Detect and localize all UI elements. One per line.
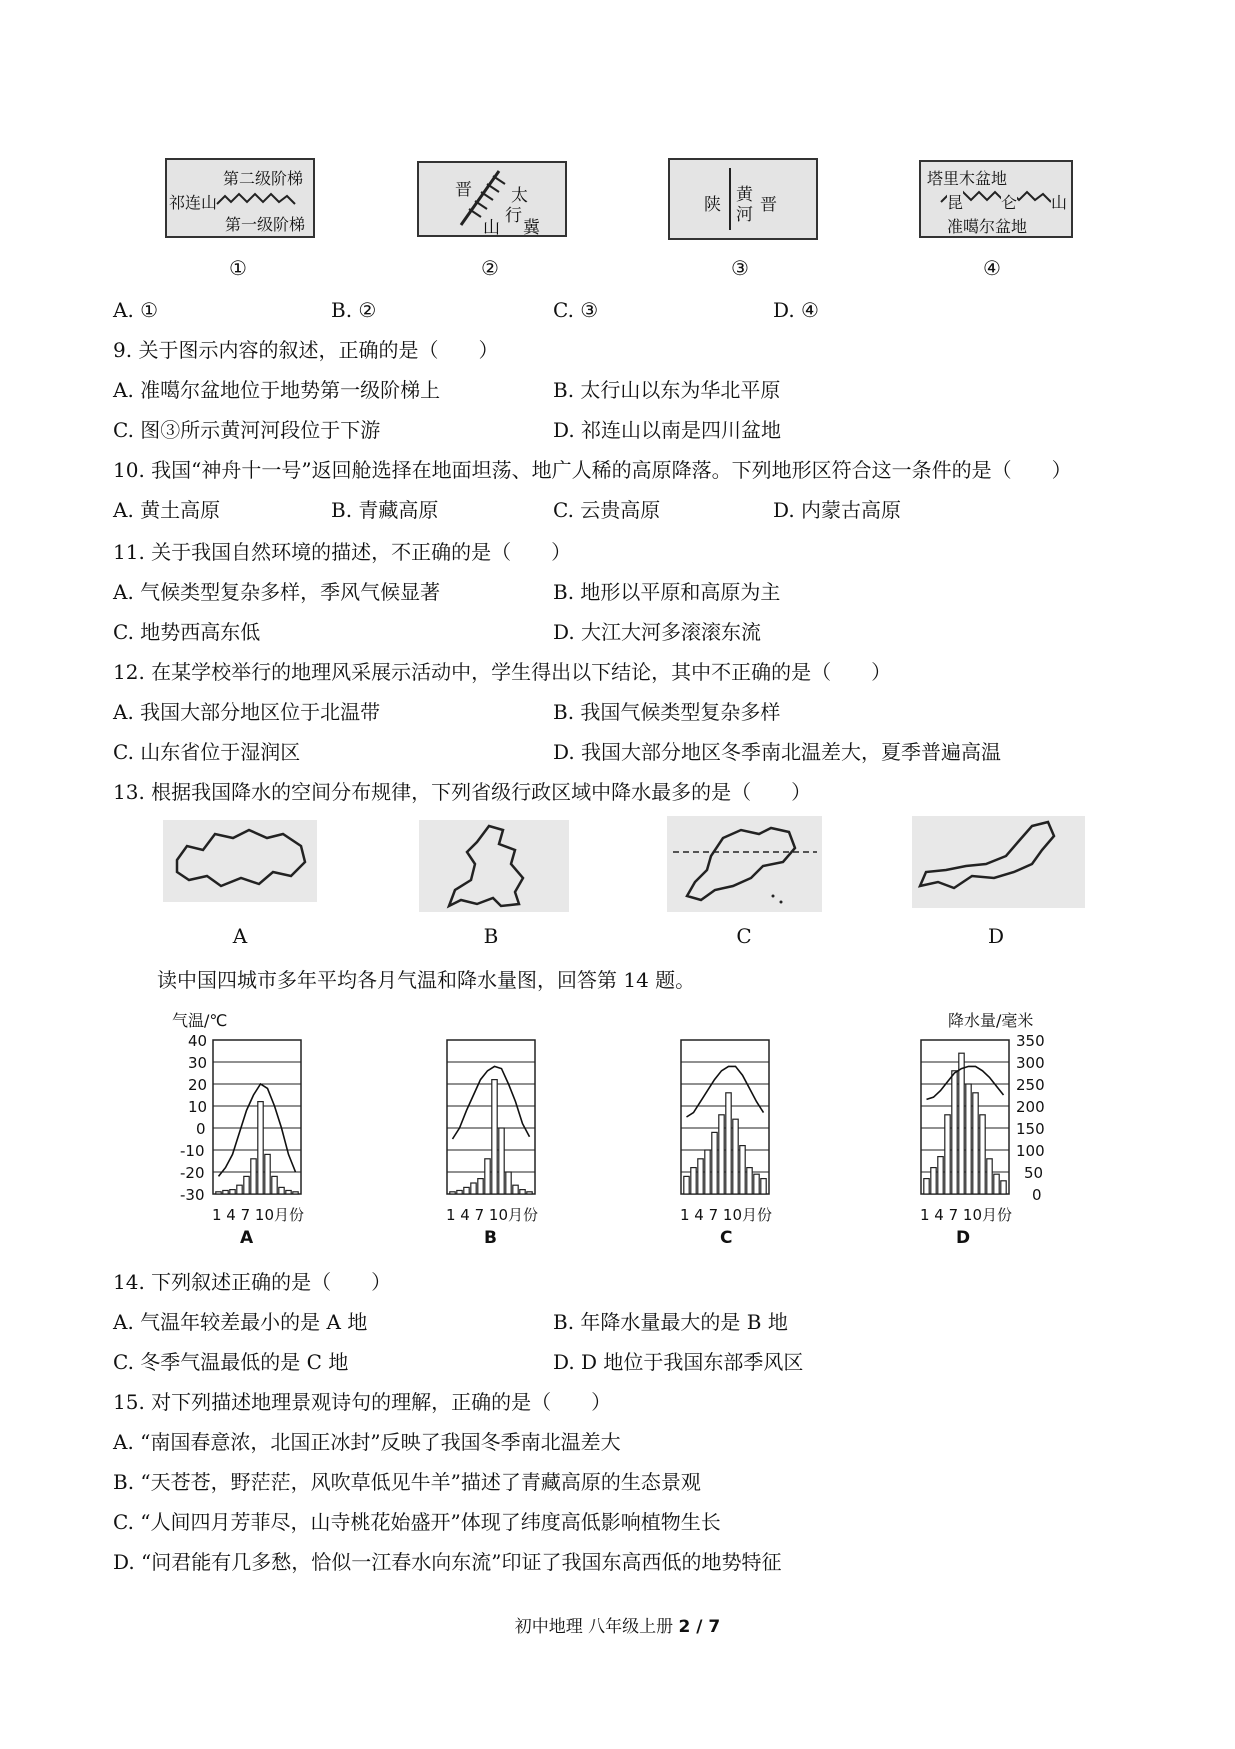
chart-label-c: C [720,1228,733,1248]
precip-bar [691,1168,696,1194]
precip-bar [726,1093,731,1194]
precip-tick: 0 [1032,1186,1042,1204]
precip-bar [279,1187,284,1194]
precip-bar [237,1185,242,1194]
q11-option-a[interactable]: A. 气候类型复杂多样，季风气候显著 [113,580,441,604]
figure-4-text-tarim: 塔里木盆地 [927,169,1008,188]
precip-bar [286,1190,291,1194]
precip-bar [959,1053,964,1194]
temp-tick: 30 [188,1054,208,1072]
precip-axis-title: 降水量/毫米 [948,1011,1034,1030]
precip-tick: 300 [1016,1054,1045,1072]
precip-bar [740,1146,745,1194]
precip-bar [952,1071,957,1194]
q12-stem: 12. 在某学校举行的地理风采展示活动中，学生得出以下结论，其中不正确的是（ ） [113,660,892,684]
q12-option-b[interactable]: B. 我国气候类型复杂多样 [553,700,781,724]
precip-bar [966,1084,971,1194]
precip-bar [747,1168,752,1194]
page-number: 2 / 7 [678,1617,721,1637]
precip-bar [265,1154,270,1194]
temp-tick: 10 [188,1098,208,1116]
q13-label-c[interactable]: C [736,924,752,948]
chart-frame [213,1040,301,1194]
climate-chart-b [446,1038,536,1202]
footer-text: 初中地理 八年级上册 [514,1617,679,1637]
q14-stem: 14. 下列叙述正确的是（ ） [113,1270,392,1294]
q9-option-b[interactable]: B. 太行山以东为华北平原 [553,378,781,402]
figure-2-text-jin: 晋 [455,180,472,200]
chart-label-a: A [240,1228,254,1248]
q14-option-a[interactable]: A. 气温年较差最小的是 A 地 [113,1310,368,1334]
q9-stem: 9. 关于图示内容的叙述，正确的是（ ） [113,338,499,362]
precip-bar [450,1192,455,1194]
q14-option-c[interactable]: C. 冬季气温最低的是 C 地 [113,1350,349,1374]
precip-bar [705,1150,710,1194]
precip-bar [293,1192,298,1194]
precip-bar [761,1179,766,1194]
page-footer [0,1612,1235,1637]
precip-bar [471,1183,476,1194]
q11-stem: 11. 关于我国自然环境的描述，不正确的是（ ） [113,540,572,564]
temp-tick: 0 [196,1120,206,1138]
precip-bar [513,1185,518,1194]
figure-1-text-lower: 第一级阶梯 [225,215,306,234]
chart-frame [447,1040,535,1194]
figure-2-text-tai: 太 [511,186,528,206]
q9-option-a[interactable]: A. 准噶尔盆地位于地势第一级阶梯上 [113,378,441,402]
q11-option-b[interactable]: B. 地形以平原和高原为主 [553,580,781,604]
precip-bar [492,1080,497,1194]
figure-3-text-he: 河 [736,205,753,225]
figure-1-text-left: 祁连山 [169,193,218,212]
q15-stem: 15. 对下列描述地理景观诗句的理解，正确的是（ ） [113,1390,612,1414]
figure-4-label: ④ [983,256,1001,280]
precip-bar [485,1159,490,1194]
province-shape-d [912,816,1085,908]
q8-option-d[interactable]: D. ④ [773,298,819,322]
precip-bar [712,1132,717,1194]
precip-bar [223,1190,228,1194]
figure-2-text-hang: 行 [505,206,522,226]
province-outline-c [667,816,822,912]
q15-option-c[interactable]: C. “人间四月芳菲尽，山寺桃花始盛开”体现了纬度高低影响植物生长 [113,1510,721,1534]
precip-tick: 250 [1016,1076,1045,1094]
figure-4-text-shan: 山 [1051,190,1067,213]
precip-bar [719,1115,724,1194]
temp-tick: -20 [180,1164,205,1182]
q13-label-b[interactable]: B [483,924,499,948]
precip-bar [945,1115,950,1194]
month-axis-label-b: 1 4 7 10月份 [446,1206,539,1224]
q13-label-d[interactable]: D [987,924,1005,948]
precip-tick: 150 [1016,1120,1045,1138]
figure-4-text-kun: 昆 [947,190,963,213]
month-axis-label-a: 1 4 7 10月份 [212,1206,305,1224]
precip-bar [684,1176,689,1194]
precip-bar [272,1176,277,1194]
climate-chart-a [212,1038,302,1202]
precip-bar [499,1128,504,1194]
precip-tick: 100 [1016,1142,1045,1160]
province-shape-c [667,816,822,912]
figure-1-box [165,158,315,238]
chart-label-b: B [484,1228,497,1248]
chart-label-d: D [956,1228,971,1248]
precip-bar [520,1190,525,1194]
province-shape-a [163,820,317,902]
province-outline-a [163,820,317,902]
q8-option-b[interactable]: B. ② [331,298,377,322]
figure-2-box [417,161,567,237]
figure-4-box [919,160,1073,238]
precip-bar [987,1159,992,1194]
q12-option-a[interactable]: A. 我国大部分地区位于北温带 [113,700,381,724]
month-axis-label-d: 1 4 7 10月份 [920,1206,1013,1224]
q13-stem: 13. 根据我国降水的空间分布规律，下列省级行政区域中降水最多的是（ ） [113,780,812,804]
q10-option-b[interactable]: B. 青藏高原 [331,498,439,522]
precip-bar [754,1174,759,1194]
precip-bar [457,1190,462,1194]
precip-bar [464,1187,469,1194]
q12-option-c[interactable]: C. 山东省位于湿润区 [113,740,301,764]
figure-2-label: ② [481,256,499,280]
q15-option-b[interactable]: B. “天苍苍，野茫茫，风吹草低见牛羊”描述了青藏高原的生态景观 [113,1470,701,1494]
province-outline-b [419,820,569,912]
q14-option-b[interactable]: B. 年降水量最大的是 B 地 [553,1310,788,1334]
figure-2-text-ji: 冀 [523,218,540,237]
figure-3-text-huang: 黄 [736,185,753,205]
q10-option-d[interactable]: D. 内蒙古高原 [773,498,902,522]
precip-bar [698,1159,703,1194]
climate-chart-c [680,1038,770,1202]
precip-bar [994,1174,999,1194]
q11-option-c[interactable]: C. 地势西高东低 [113,620,261,644]
q9-option-c[interactable]: C. 图③所示黄河河段位于下游 [113,418,381,442]
q10-option-a[interactable]: A. 黄土高原 [113,498,221,522]
precip-bar [1001,1181,1006,1194]
precip-bar [938,1157,943,1194]
figure-4-text-lun: 仑 [1001,190,1017,213]
province-shape-b [419,820,569,912]
precip-bar [980,1115,985,1194]
precip-bar [527,1192,532,1194]
precip-bar [251,1159,256,1194]
q15-option-d[interactable]: D. “问君能有几多愁，恰似一江春水向东流”印证了我国东高西低的地势特征 [113,1550,782,1574]
q10-stem: 10. 我国“神舟十一号”返回舱选择在地面坦荡、地广人稀的高原降落。下列地形区符合这一条件的是（ ） [113,458,1072,482]
q10-option-c[interactable]: C. 云贵高原 [553,498,661,522]
q14-intro: 读中国四城市多年平均各月气温和降水量图，回答第 14 题。 [157,968,696,992]
figure-2-text-shan: 山 [483,218,500,237]
q12-option-d[interactable]: D. 我国大部分地区冬季南北温差大，夏季普遍高温 [553,740,1002,764]
figure-1-label: ① [229,256,247,280]
temp-tick: -10 [180,1142,205,1160]
figure-3-label: ③ [731,256,749,280]
figure-1-text-upper: 第二级阶梯 [223,169,304,188]
precip-bar [924,1179,929,1194]
temp-tick: 20 [188,1076,208,1094]
q14-option-d[interactable]: D. D 地位于我国东部季风区 [553,1350,804,1374]
figure-4-text-junggar: 准噶尔盆地 [947,217,1028,236]
temp-axis-title: 气温/℃ [172,1011,228,1030]
precip-bar [506,1172,511,1194]
precip-bar [216,1192,221,1194]
q8-option-a[interactable]: A. ① [113,298,159,322]
precip-tick: 350 [1016,1032,1045,1050]
temp-tick: -30 [180,1186,205,1204]
precip-bar [230,1190,235,1194]
q8-option-c[interactable]: C. ③ [553,298,599,322]
precip-bar [733,1119,738,1194]
precip-bar [973,1093,978,1194]
precip-bar [244,1176,249,1194]
precip-bar [258,1102,263,1194]
figure-3-text-shaan: 陕 [704,195,721,215]
precip-tick: 200 [1016,1098,1045,1116]
q9-option-d[interactable]: D. 祁连山以南是四川盆地 [553,418,782,442]
q13-label-a[interactable]: A [232,924,248,948]
q15-option-a[interactable]: A. “南国春意浓，北国正冰封”反映了我国冬季南北温差大 [113,1430,621,1454]
precip-bar [478,1179,483,1194]
figure-3-box [668,158,818,240]
precip-bar [931,1168,936,1194]
province-outline-d [912,816,1085,908]
climate-chart-d [920,1038,1010,1202]
figure-3-text-jin: 晋 [760,195,777,215]
month-axis-label-c: 1 4 7 10月份 [680,1206,773,1224]
q11-option-d[interactable]: D. 大江大河多滚滚东流 [553,620,762,644]
temp-tick: 40 [188,1032,208,1050]
precip-tick: 50 [1024,1164,1044,1182]
